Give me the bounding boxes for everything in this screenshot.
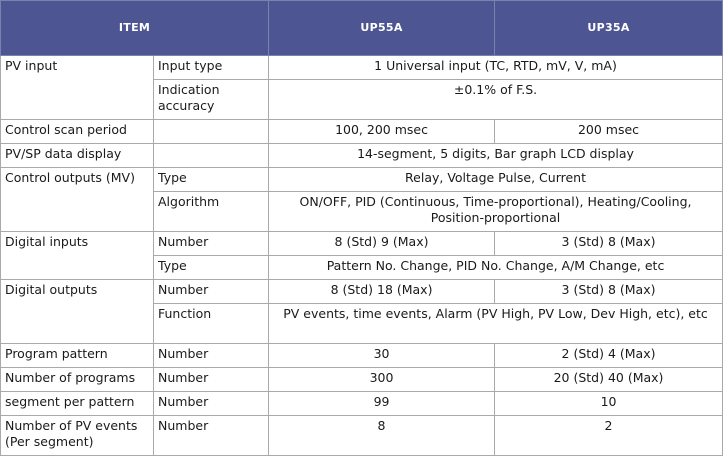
value-nop-up55a: 300 <box>269 368 495 392</box>
row-label-digital-inputs: Digital inputs <box>1 232 154 280</box>
value-do-function: PV events, time events, Alarm (PV High, PV Low, Dev High, etc), etc <box>269 304 723 344</box>
row-label-digital-outputs: Digital outputs <box>1 280 154 344</box>
value-pve-up55a: 8 <box>269 416 495 456</box>
value-control-scan-up55a: 100, 200 msec <box>269 120 495 144</box>
value-control-type: Relay, Voltage Pulse, Current <box>269 168 723 192</box>
row-label-program-pattern: Program pattern <box>1 344 154 368</box>
value-spp-up55a: 99 <box>269 392 495 416</box>
sub-label-indication-accuracy: Indication accuracy <box>154 80 269 120</box>
sub-label-type: Type <box>154 256 269 280</box>
value-di-number-up55a: 8 (Std) 9 (Max) <box>269 232 495 256</box>
table-row <box>1 368 723 392</box>
table-row <box>1 56 723 80</box>
sub-label-input-type: Input type <box>154 56 269 80</box>
sub-label-number: Number <box>154 368 269 392</box>
header-item: ITEM <box>1 1 269 56</box>
value-pv-sp-display: 14-segment, 5 digits, Bar graph LCD display <box>269 144 723 168</box>
sub-label-empty <box>154 144 269 168</box>
sub-label-number: Number <box>154 344 269 368</box>
header-up55a: UP55A <box>269 1 495 56</box>
sub-label-type: Type <box>154 168 269 192</box>
value-spp-up35a: 10 <box>495 392 723 416</box>
sub-label-empty <box>154 120 269 144</box>
header-up35a: UP35A <box>495 1 723 56</box>
sub-label-function: Function <box>154 304 269 344</box>
table-row <box>1 416 723 456</box>
table-row <box>1 168 723 192</box>
value-algorithm: ON/OFF, PID (Continuous, Time-proportional), Heating/Cooling, Position-proportional <box>269 192 723 232</box>
value-di-type: Pattern No. Change, PID No. Change, A/M Change, etc <box>269 256 723 280</box>
value-do-number-up55a: 8 (Std) 18 (Max) <box>269 280 495 304</box>
value-di-number-up35a: 3 (Std) 8 (Max) <box>495 232 723 256</box>
row-label-pv-sp-display: PV/SP data display <box>1 144 154 168</box>
table-row <box>1 232 723 256</box>
value-pp-up35a: 2 (Std) 4 (Max) <box>495 344 723 368</box>
value-indication-accuracy: ±0.1% of F.S. <box>269 80 723 120</box>
value-input-type: 1 Universal input (TC, RTD, mV, V, mA) <box>269 56 723 80</box>
row-label-pv-events: Number of PV events (Per segment) <box>1 416 154 456</box>
row-label-control-scan-period: Control scan period <box>1 120 154 144</box>
sub-label-number: Number <box>154 416 269 456</box>
table-row <box>1 280 723 304</box>
table-row <box>1 344 723 368</box>
table-row <box>1 392 723 416</box>
value-do-number-up35a: 3 (Std) 8 (Max) <box>495 280 723 304</box>
row-label-pv-input: PV input <box>1 56 154 120</box>
sub-label-number: Number <box>154 280 269 304</box>
row-label-control-outputs: Control outputs (MV) <box>1 168 154 232</box>
value-pp-up55a: 30 <box>269 344 495 368</box>
sub-label-number: Number <box>154 392 269 416</box>
sub-label-number: Number <box>154 232 269 256</box>
value-control-scan-up35a: 200 msec <box>495 120 723 144</box>
row-label-segment-per-pattern: segment per pattern <box>1 392 154 416</box>
value-pve-up35a: 2 <box>495 416 723 456</box>
table-row <box>1 144 723 168</box>
row-label-number-of-programs: Number of programs <box>1 368 154 392</box>
header-row <box>1 1 723 56</box>
sub-label-algorithm: Algorithm <box>154 192 269 232</box>
value-nop-up35a: 20 (Std) 40 (Max) <box>495 368 723 392</box>
table-row <box>1 120 723 144</box>
